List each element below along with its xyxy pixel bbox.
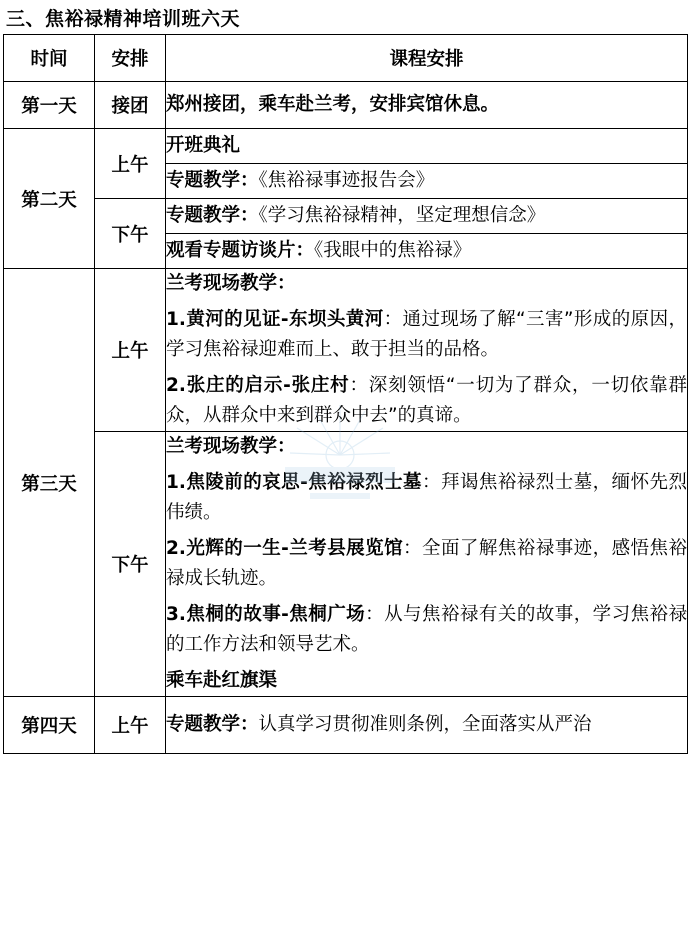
course-title: 专题教学： [166,170,259,191]
table-row [4,432,688,697]
day-label: 第三天 [4,269,95,697]
course-text: ：深刻领悟“一切为了群众，一切依靠群众，从群众中来到群众中去”的真谛。 [166,375,687,426]
course-cell [166,164,688,199]
day-label: 第一天 [4,82,95,129]
course-cell [166,432,688,697]
course-intro: 兰考现场教学： [166,436,296,457]
course-intro: 兰考现场教学： [166,273,296,294]
course-title: 专题教学： [166,205,259,226]
course-title: 3.焦桐的故事-焦桐广场 [166,604,366,625]
course-title: 1.黄河的见证-东坝头黄河 [166,309,384,330]
day-label: 第二天 [4,129,95,269]
course-title: 观看专题访谈片： [166,240,315,261]
course-title: 2.光辉的一生-兰考县展览馆 [166,538,404,559]
course-closing: 乘车赴红旗渠 [166,670,278,691]
course-item [166,600,687,660]
course-text: ：全面了解焦裕禄事迹，感悟焦裕禄成长轨迹。 [166,538,687,589]
course-title: 1.焦陵前的哀思-焦裕禄烈士墓 [166,472,423,493]
course-text: 《焦裕禄事迹报告会》 [258,170,435,191]
slot-label: 上午 [95,129,166,199]
course-item [166,305,687,365]
course-text: ：通过现场了解“三害”形成的原因，学习焦裕禄迎难而上、敢于担当的品格。 [166,309,687,360]
table-row [4,82,688,129]
slot-label: 接团 [95,82,166,129]
course-title: 开班典礼 [166,135,241,156]
table-row [4,129,688,164]
schedule-table [3,34,688,754]
day-label: 第四天 [4,697,95,754]
course-text: 《学习焦裕禄精神，坚定理想信念》 [258,205,546,226]
course-cell [166,199,688,234]
table-row [4,269,688,432]
course-text: 《我眼中的焦裕禄》 [314,240,472,261]
course-text: 认真学习贯彻准则条例，全面落实从严治 [258,714,592,735]
course-cell: 郑州接团，乘车赴兰考，安排宾馆休息。 [166,82,688,129]
course-title: 2.张庄的启示-张庄村 [166,375,350,396]
header-time: 时间 [4,35,95,82]
slot-label: 下午 [95,432,166,697]
course-title: 专题教学： [166,714,259,735]
slot-label: 上午 [95,269,166,432]
table-row [4,199,688,234]
section-title: 三、焦裕禄精神培训班六天 [6,8,241,30]
slot-label: 上午 [95,697,166,754]
slot-label: 下午 [95,199,166,269]
header-row [4,35,688,82]
course-item [166,371,687,431]
course-item [166,534,687,594]
course-text: ：从与焦裕禄有关的故事，学习焦裕禄的工作方法和领导艺术。 [166,604,687,655]
course-cell [166,697,688,754]
course-cell [166,269,688,432]
course-item [166,468,687,528]
course-cell [166,129,688,164]
course-text: ：拜谒焦裕禄烈士墓，缅怀先烈伟绩。 [166,472,687,523]
header-course: 课程安排 [166,35,688,82]
table-row [4,697,688,754]
course-cell [166,234,688,269]
header-arrangement: 安排 [95,35,166,82]
